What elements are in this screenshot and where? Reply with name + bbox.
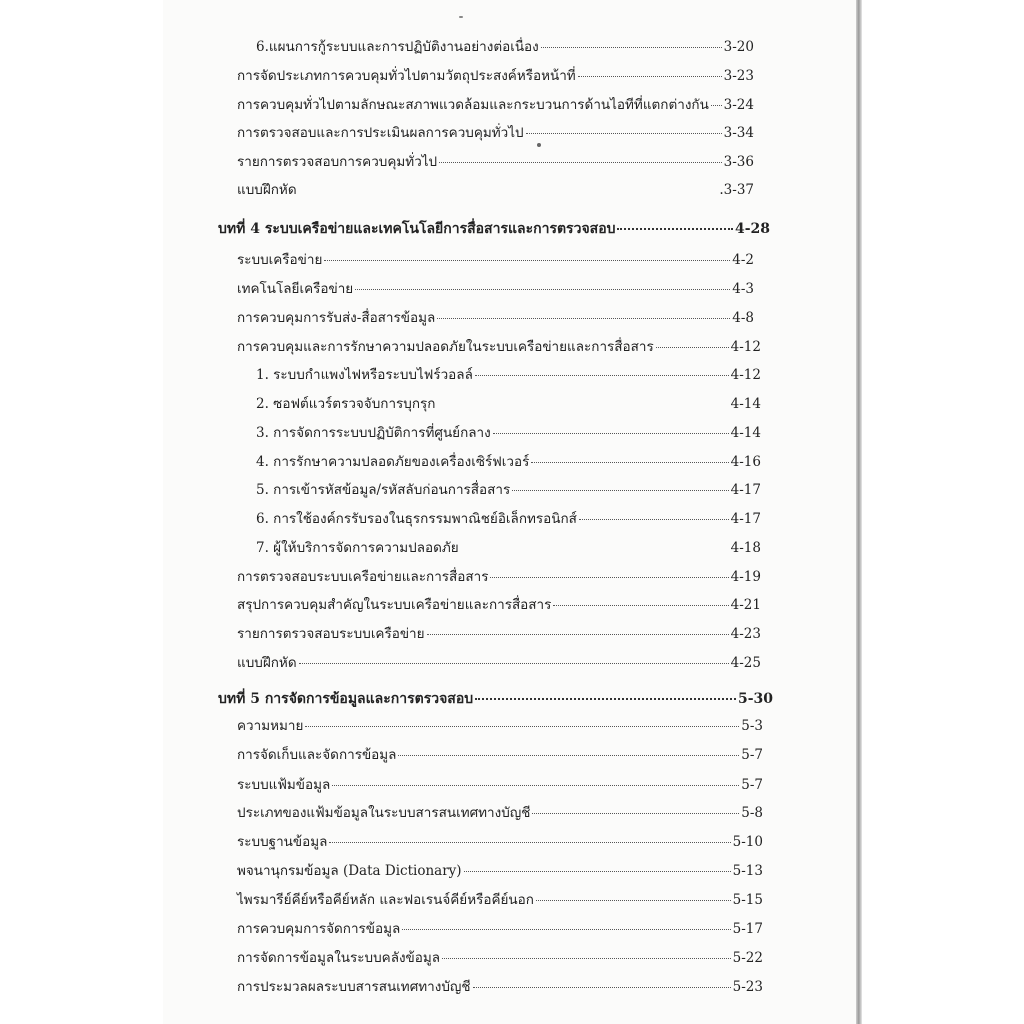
leader-dots bbox=[711, 105, 722, 106]
leader-dots bbox=[579, 519, 729, 520]
toc-entry bbox=[237, 776, 763, 794]
print-speck bbox=[459, 16, 463, 18]
leader-dots bbox=[617, 228, 732, 230]
toc-entry-page: 4-18 bbox=[730, 540, 761, 556]
toc-entry-title: การตรวจสอบและการประเมินผลการควบคุมทั่วไป bbox=[237, 125, 524, 141]
toc-entry bbox=[256, 424, 761, 442]
leader-dots bbox=[541, 47, 722, 48]
toc-entry-page: 4-19 bbox=[730, 569, 761, 585]
toc-entry bbox=[237, 568, 761, 586]
toc-entry-page: 4-12 bbox=[730, 367, 761, 383]
toc-entry-page: 3-23 bbox=[723, 68, 754, 84]
toc-entry-title: ระบบเครือข่าย bbox=[237, 252, 323, 268]
toc-entry-page: 5-10 bbox=[732, 834, 763, 850]
toc-entry bbox=[237, 717, 763, 735]
toc-entry-title: รายการตรวจสอบระบบเครือข่าย bbox=[237, 626, 425, 642]
toc-entry-title: ความหมาย bbox=[237, 718, 304, 734]
chapter-page: 5-30 bbox=[737, 691, 773, 707]
leader-dots bbox=[578, 76, 722, 77]
leader-dots bbox=[439, 162, 722, 163]
leader-dots bbox=[427, 634, 729, 635]
toc-entry bbox=[237, 746, 763, 764]
toc-entry bbox=[237, 251, 754, 269]
toc-entry-page: 5-3 bbox=[741, 718, 763, 734]
leader-dots bbox=[526, 133, 722, 134]
toc-entry-title: การควบคุมการรับส่ง-สื่อสารข้อมูล bbox=[237, 310, 436, 326]
toc-entry-page: 4-21 bbox=[730, 597, 761, 613]
leader-dots bbox=[305, 726, 739, 727]
toc-entry-title: สรุปการควบคุมสำคัญในระบบเครือข่ายและการสื่อสาร bbox=[237, 597, 552, 613]
print-speck bbox=[537, 143, 541, 147]
toc-entry bbox=[237, 596, 761, 614]
chapter-heading bbox=[218, 220, 770, 238]
toc-entry bbox=[256, 539, 761, 557]
toc-entry-title: การตรวจสอบระบบเครือข่ายและการสื่อสาร bbox=[237, 569, 489, 585]
leader-dots bbox=[461, 548, 729, 549]
toc-entry-title: การควบคุมทั่วไปตามลักษณะสภาพแวดล้อมและกระบวนการด้านไอทีที่แตกต่างกัน bbox=[237, 97, 709, 113]
leader-dots bbox=[329, 842, 730, 843]
leader-dots bbox=[332, 785, 739, 786]
toc-entry bbox=[256, 395, 761, 413]
toc-entry bbox=[237, 625, 761, 643]
toc-entry-page: 4-17 bbox=[730, 511, 761, 527]
leader-dots bbox=[442, 958, 731, 959]
toc-entry-page: 4-14 bbox=[730, 425, 761, 441]
toc-entry-title: 4. การรักษาความปลอดภัยของเครื่องเซิร์ฟเวอร์ bbox=[256, 454, 530, 470]
toc-entry bbox=[237, 338, 761, 356]
leader-dots bbox=[532, 813, 739, 814]
toc-entry bbox=[237, 949, 763, 967]
toc-entry-title: รายการตรวจสอบการควบคุมทั่วไป bbox=[237, 154, 438, 170]
toc-entry-title: พจนานุกรมข้อมูล (Data Dictionary) bbox=[237, 863, 462, 879]
toc-entry bbox=[237, 833, 763, 851]
leader-dots bbox=[437, 318, 730, 319]
toc-entry bbox=[237, 280, 754, 298]
toc-entry bbox=[237, 891, 763, 909]
leader-dots bbox=[475, 698, 736, 700]
leader-dots bbox=[473, 987, 731, 988]
toc-entry bbox=[237, 309, 754, 327]
toc-entry-page: 3-24 bbox=[723, 97, 754, 113]
toc-entry bbox=[237, 96, 754, 114]
toc-entry-title: ระบบฐานข้อมูล bbox=[237, 834, 328, 850]
toc-entry bbox=[237, 654, 761, 672]
toc-entry bbox=[256, 481, 761, 499]
toc-entry-page: 3-36 bbox=[723, 154, 754, 170]
toc-entry-title: แบบฝึกหัด bbox=[237, 182, 297, 198]
toc-entry-page: 5-15 bbox=[732, 892, 763, 908]
toc-entry-title: 3. การจัดการระบบปฏิบัติการที่ศูนย์กลาง bbox=[256, 425, 491, 441]
leader-dots bbox=[475, 375, 729, 376]
toc-entry-title: การจัดประเภทการควบคุมทั่วไปตามวัตถุประสงค์หรือหน้าที่ bbox=[237, 68, 576, 84]
leader-dots bbox=[299, 663, 729, 664]
toc-entry-title: แบบฝึกหัด bbox=[237, 655, 297, 671]
toc-entry bbox=[256, 510, 761, 528]
toc-entry bbox=[237, 124, 754, 142]
toc-entry bbox=[237, 67, 754, 85]
toc-entry-title: 1. ระบบกำแพงไฟหรือระบบไฟร์วอลล์ bbox=[256, 367, 473, 383]
toc-entry-page: 5-23 bbox=[732, 979, 763, 995]
leader-dots bbox=[656, 347, 729, 348]
toc-entry-title: การควบคุมการจัดการข้อมูล bbox=[237, 921, 401, 937]
leader-dots bbox=[553, 605, 728, 606]
leader-dots bbox=[493, 433, 729, 434]
toc-entry-page: 4-8 bbox=[732, 310, 754, 326]
leader-dots bbox=[536, 900, 731, 901]
toc-entry bbox=[256, 453, 761, 471]
toc-entry-page: 5-7 bbox=[741, 777, 763, 793]
toc-entry-page: 4-25 bbox=[730, 655, 761, 671]
toc-entry-title: 6. การใช้องค์กรรับรองในธุรกรรมพาณิชย์อิเล็กทรอนิกส์ bbox=[256, 511, 577, 527]
toc-entry-page: 4-14 bbox=[730, 396, 761, 412]
toc-entry-page: 3-34 bbox=[723, 125, 754, 141]
toc-entry-title: การจัดเก็บและจัดการข้อมูล bbox=[237, 747, 397, 763]
toc-entry-page: .3-37 bbox=[719, 182, 754, 198]
toc-entry bbox=[256, 366, 761, 384]
toc-entry-title: การควบคุมและการรักษาความปลอดภัยในระบบเครือข่ายและการสื่อสาร bbox=[237, 339, 654, 355]
toc-entry bbox=[237, 153, 754, 171]
leader-dots bbox=[398, 755, 739, 756]
toc-entry-title: 5. การเข้ารหัสข้อมูล/รหัสลับก่อนการสื่อสาร bbox=[256, 482, 511, 498]
toc-entry bbox=[237, 862, 763, 880]
toc-entry-page: 4-12 bbox=[730, 339, 761, 355]
toc-entry-title: การจัดการข้อมูลในระบบคลังข้อมูล bbox=[237, 950, 441, 966]
toc-entry bbox=[237, 804, 763, 822]
page-edge-shadow bbox=[856, 0, 862, 1024]
chapter-heading bbox=[218, 690, 773, 708]
toc-entry-page: 5-7 bbox=[741, 747, 763, 763]
toc-entry bbox=[237, 181, 754, 199]
toc-entry-title: 7. ผู้ให้บริการจัดการความปลอดภัย bbox=[256, 540, 459, 556]
leader-dots bbox=[512, 490, 728, 491]
toc-entry-page: 3-20 bbox=[723, 39, 754, 55]
toc-entry bbox=[237, 978, 763, 996]
toc-entry-page: 4-17 bbox=[730, 482, 761, 498]
leader-dots bbox=[299, 190, 718, 191]
toc-entry-page: 4-23 bbox=[730, 626, 761, 642]
toc-entry-title: เทคโนโลยีเครือข่าย bbox=[237, 281, 354, 297]
toc-entry-title: การประมวลผลระบบสารสนเทศทางบัญชี bbox=[237, 979, 471, 995]
leader-dots bbox=[464, 871, 731, 872]
chapter-title: บทที่ 5 การจัดการข้อมูลและการตรวจสอบ bbox=[218, 691, 474, 707]
toc-entry-title: ประเภทของแฟ้มข้อมูลในระบบสารสนเทศทางบัญชี bbox=[237, 805, 531, 821]
leader-dots bbox=[437, 404, 728, 405]
toc-entry bbox=[256, 38, 754, 56]
toc-entry-title: ระบบแฟ้มข้อมูล bbox=[237, 777, 331, 793]
chapter-page: 4-28 bbox=[734, 221, 770, 237]
toc-entry-page: 4-16 bbox=[730, 454, 761, 470]
leader-dots bbox=[490, 577, 728, 578]
toc-entry-page: 5-22 bbox=[732, 950, 763, 966]
toc-entry-title: ไพรมารีย์คีย์หรือคีย์หลัก และฟอเรนจ์คีย์หรือคีย์นอก bbox=[237, 892, 534, 908]
toc-entry-page: 5-8 bbox=[741, 805, 763, 821]
toc-entry bbox=[237, 920, 763, 938]
toc-entry-page: 5-17 bbox=[732, 921, 763, 937]
toc-entry-page: 5-13 bbox=[732, 863, 763, 879]
leader-dots bbox=[531, 462, 728, 463]
toc-entry-title: 2. ซอฟต์แวร์ตรวจจับการบุกรุก bbox=[256, 396, 436, 412]
toc-entry-title: 6.แผนการกู้ระบบและการปฏิบัติงานอย่างต่อเนื่อง bbox=[256, 39, 539, 55]
leader-dots bbox=[355, 289, 730, 290]
leader-dots bbox=[324, 260, 730, 261]
chapter-title: บทที่ 4 ระบบเครือข่ายและเทคโนโลยีการสื่อสารและการตรวจสอบ bbox=[218, 221, 616, 237]
leader-dots bbox=[402, 929, 730, 930]
toc-entry-page: 4-2 bbox=[732, 252, 754, 268]
toc-entry-page: 4-3 bbox=[732, 281, 754, 297]
